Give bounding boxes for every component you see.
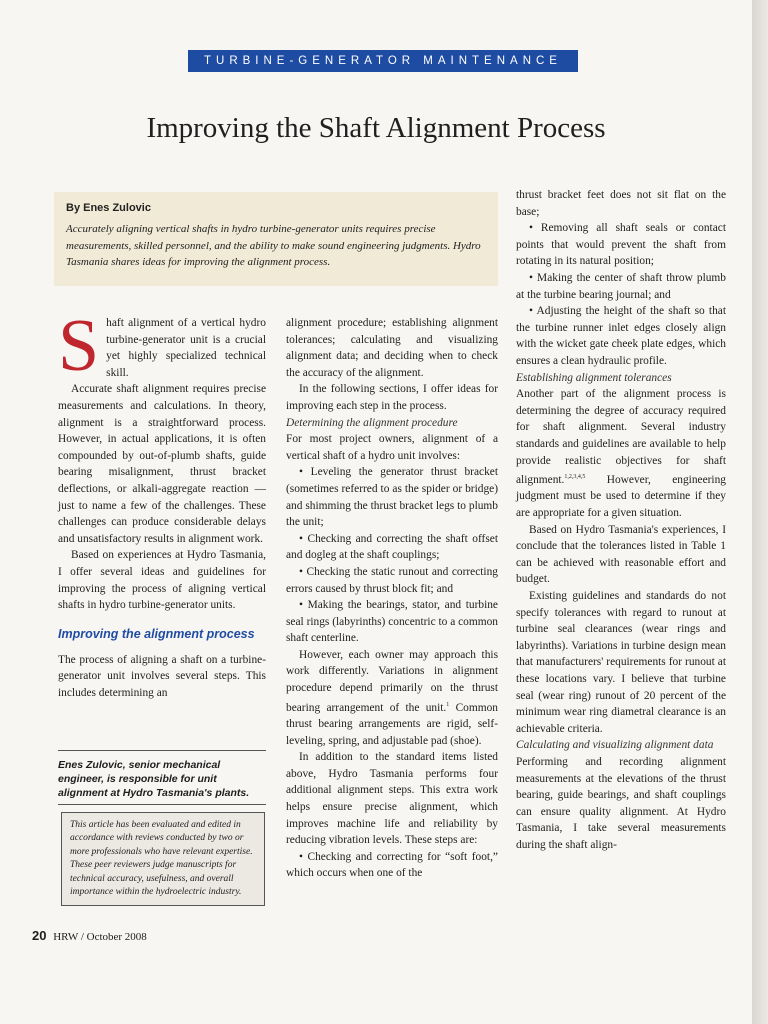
- article-title: Improving the Shaft Alignment Process: [146, 112, 606, 144]
- footnote-ref: 1,2,3,4,5: [564, 474, 586, 481]
- bullet-item: • Making the bearings, stator, and turbine seal rings (labyrinths) concentric to a common shaft centerline.: [286, 599, 498, 645]
- paragraph: In the following sections, I offer ideas for improving each step in the process.: [286, 383, 498, 412]
- text-run: However, each owner may approach this work differently. Variations in alignment procedure depend primarily on the thrust bearing arrangement of the unit.: [286, 648, 498, 714]
- subhead-improving: Improving the alignment process: [58, 626, 255, 641]
- paragraph: For most project owners, alignment of a vertical shaft of a hydro unit involves:: [286, 433, 498, 462]
- column-1: [58, 305, 266, 701]
- section-banner: TURBINE-GENERATOR MAINTENANCE: [188, 50, 578, 72]
- page-edge: [752, 0, 768, 1024]
- subhead-calculating: Calculating and visualizing alignment data: [516, 739, 714, 752]
- footnote-ref: 1: [446, 701, 450, 708]
- peer-review-note: This article has been evaluated and edited in accordance with reviews conducted by two or more professionals who have relevant expertise. These peer reviewers judge manuscripts for technical accuracy, usefulness, and overall importance within the hydroelectric industry.: [61, 812, 265, 906]
- column-3: [516, 187, 726, 854]
- text-run: Common thrust bearing arrangements are rigid, self-leveling, spring, and adjustable pad (shoe).: [286, 701, 498, 747]
- subhead-tolerances: Establishing alignment tolerances: [516, 371, 672, 384]
- divider: [58, 750, 266, 751]
- page-footer: [32, 928, 147, 943]
- divider: [58, 804, 266, 805]
- issue-label: HRW / October 2008: [53, 931, 147, 943]
- page-number: 20: [32, 928, 47, 943]
- paragraph: [286, 647, 498, 749]
- bullet-item: • Removing all shaft seals or contact points that would prevent the shaft from rotating in its natural position;: [516, 222, 726, 268]
- byline: By Enes Zulovic: [66, 202, 151, 214]
- paragraph: The process of aligning a shaft on a turbine-generator unit involves several steps. This includes determining an: [58, 653, 266, 699]
- subhead-procedure: Determining the alignment procedure: [286, 416, 458, 429]
- paragraph: Existing guidelines and standards do not specify tolerances with regard to runout at turbine seal clearances (wear rings and labyrinths). Variations in turbine design mean that manufacturers' requirements for runout at these locations vary. I believe that turbine seal (wear ring) runout of 20 percent of the minimum wear ring diametral clearance is an achievable criteria.: [516, 590, 726, 735]
- bullet-item: • Adjusting the height of the shaft so that the turbine runner inlet edges closely align with the wicket gate cheek plate edges, which ensures a clean hydraulic profile.: [516, 305, 726, 367]
- paragraph: Based on experiences at Hydro Tasmania, I offer several ideas and guidelines for improving the process of aligning vertical shafts in hydro turbine-generator units.: [58, 549, 266, 612]
- author-note: Enes Zulovic, senior mechanical engineer, is responsible for unit alignment at Hydro Tasmania's plants.: [58, 759, 250, 799]
- lead-box: [54, 192, 498, 286]
- paragraph: [516, 386, 726, 522]
- abstract: Accurately aligning vertical shafts in hydro turbine-generator units requires precise measurements, skilled personnel, and the ability to make sound engineering judgments. Hydro Tasmania shares ideas for improving the alignment process.: [66, 223, 481, 268]
- column-2: [286, 315, 498, 882]
- paragraph: Performing and recording alignment measurements at the elevations of the thrust bearing, guide bearings, and shaft couplings can ensure quality alignment. At Hydro Tasmania, I take several measurements during the shaft align-: [516, 755, 726, 851]
- bullet-item: • Checking the static runout and correcting errors caused by thrust block fit; and: [286, 565, 498, 595]
- bullet-item: • Leveling the generator thrust bracket (sometimes referred to as the spider or bridge) and shimming the thrust bracket legs to plumb the unit;: [286, 466, 498, 529]
- paragraph: alignment procedure; establishing alignment tolerances; calculating and visualizing alignment data; and deciding when to check the accuracy of the alignment.: [286, 317, 498, 379]
- paragraph: Accurate shaft alignment requires precise measurements and calculations. In theory, alignment is a straightforward process. However, in actual applications, it is often compounded by out-of-plumb shafts, guide bearing misalignment, thrust bracket deflections, or alkali-aggregate reaction — just to name a few of the challenges. These challenges can produce considerable delays and unsatisfactory results in alignment work.: [58, 383, 266, 545]
- drop-cap: S: [58, 305, 100, 387]
- text-run: However, engineering judgment must be used to determine if they are appropriate for a given situation.: [516, 473, 726, 520]
- paragraph: thrust bracket feet does not sit flat on the base;: [516, 189, 726, 218]
- text-run: Another part of the alignment process is determining the degree of accuracy required for shaft alignment. Several industry standards and guidelines are available to help provide realistic objectives for shaft alignment.: [516, 388, 726, 486]
- paragraph: haft alignment of a vertical hydro turbine-generator unit is a crucial yet highly specialized technical skill.: [106, 317, 266, 379]
- paragraph: Based on Hydro Tasmania's experiences, I conclude that the tolerances listed in Table 1 can be achieved with reasonable effort and budget.: [516, 523, 726, 586]
- bullet-item: • Making the center of shaft throw plumb at the turbine bearing journal; and: [516, 271, 726, 301]
- bullet-item: • Checking and correcting for “soft foot,” which occurs when one of the: [286, 850, 498, 880]
- bullet-item: • Checking and correcting the shaft offset and dogleg at the shaft couplings;: [286, 532, 498, 562]
- paragraph: In addition to the standard items listed above, Hydro Tasmania performs four additional alignment steps. This extra work helps ensure precise alignment, which improves machine life and reliability by reducing vibration levels. These steps are:: [286, 751, 498, 847]
